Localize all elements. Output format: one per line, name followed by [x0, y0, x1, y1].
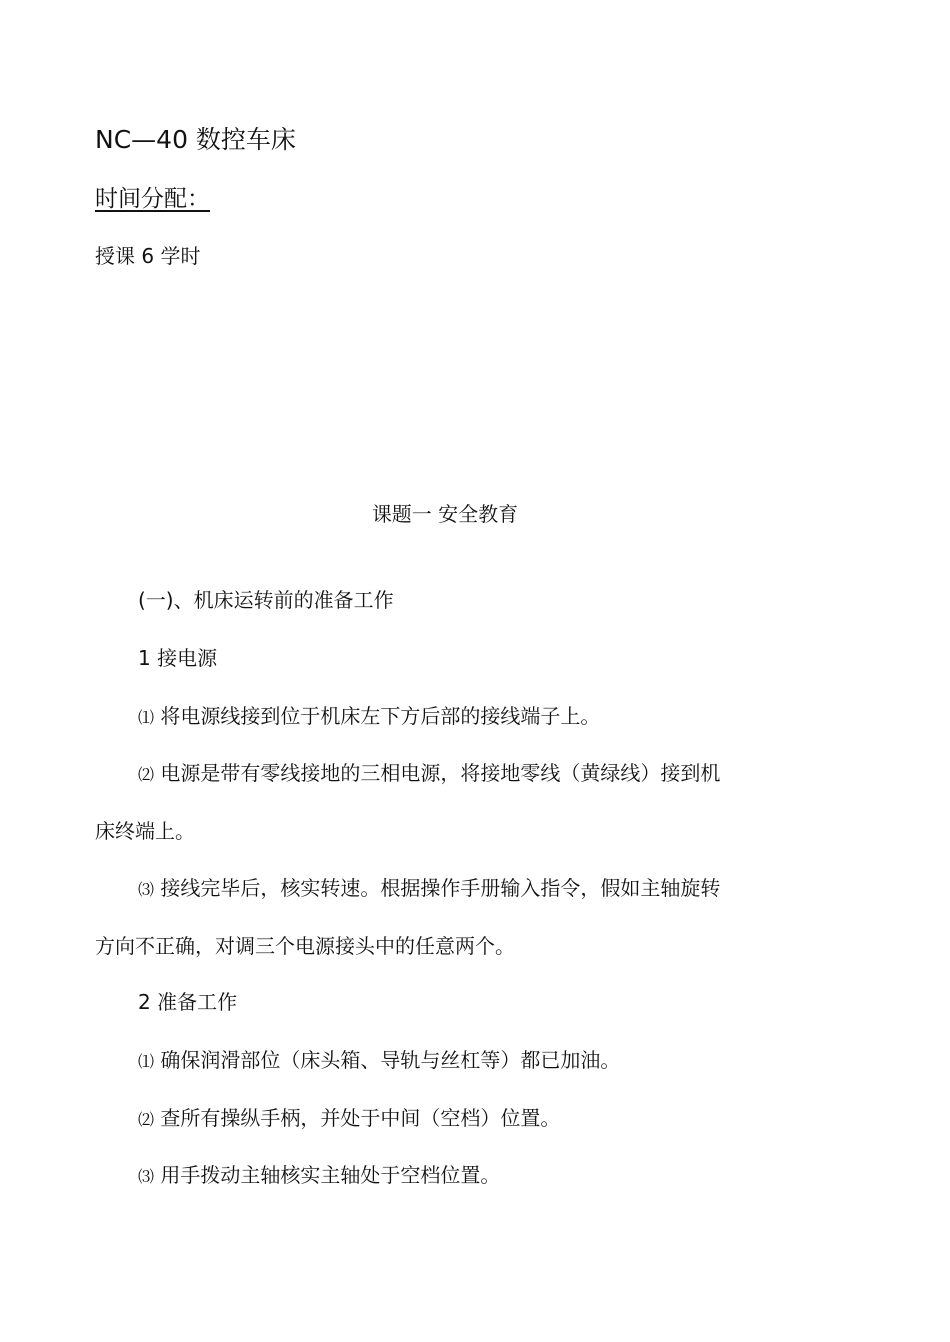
power-item-3 — [138, 873, 720, 905]
subsection-heading-power: 1 接电源 — [138, 646, 218, 670]
item-text: 电源是带有零线接地的三相电源，将接地零线（黄绿线）接到机 — [154, 761, 721, 785]
item-number: ⑵ — [138, 765, 155, 784]
item-text: 接线完毕后，核实转速。根据操作手册输入指令，假如主轴旋转 — [154, 876, 721, 900]
power-item-1 — [138, 701, 600, 733]
power-item-2 — [138, 758, 720, 790]
document-title: NC—40 数控车床 — [95, 125, 296, 154]
subsection-heading-preparation: 2 准备工作 — [138, 990, 238, 1014]
item-text: 将电源线接到位于机床左下方后部的接线端子上。 — [154, 704, 601, 728]
preparation-item-1 — [138, 1045, 620, 1077]
item-text: 确保润滑部位（床头箱、导轨与丝杠等）都已加油。 — [154, 1048, 621, 1072]
item-number: ⑶ — [138, 1167, 155, 1186]
item-number: ⑵ — [138, 1110, 155, 1129]
preparation-item-3 — [138, 1160, 500, 1192]
power-item-3-continuation: 方向不正确，对调三个电源接头中的任意两个。 — [95, 934, 515, 958]
item-number: ⑴ — [138, 1052, 155, 1071]
section-heading: (一)、机床运转前的准备工作 — [138, 588, 394, 612]
teaching-hours: 授课 6 学时 — [95, 244, 201, 268]
item-number: ⑴ — [138, 708, 155, 727]
item-text: 查所有操纵手柄，并处于中间（空档）位置。 — [154, 1106, 561, 1130]
item-text: 用手拨动主轴核实主轴处于空档位置。 — [154, 1163, 501, 1187]
lesson-title: 课题一 安全教育 — [371, 502, 519, 526]
item-number: ⑶ — [138, 880, 155, 899]
time-allocation-heading: 时间分配： — [95, 186, 210, 212]
power-item-2-continuation: 床终端上。 — [95, 819, 195, 843]
preparation-item-2 — [138, 1103, 560, 1135]
